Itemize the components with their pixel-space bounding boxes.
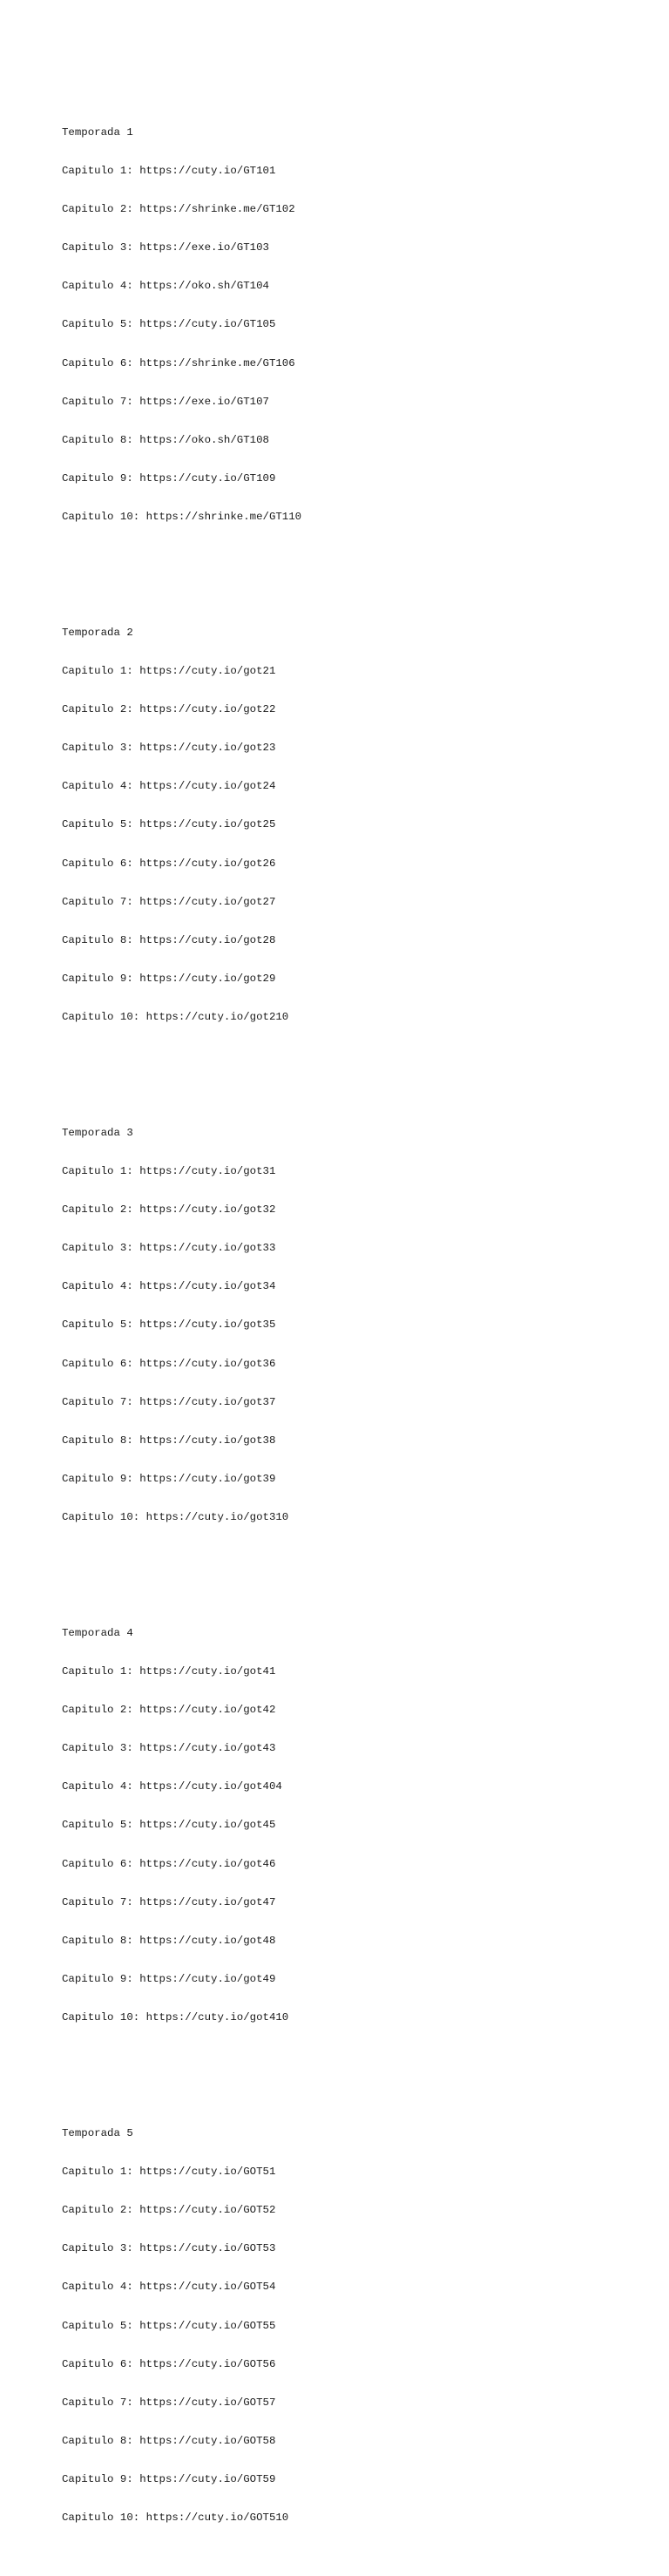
episode-line: Capitulo 8: https://cuty.io/got38 bbox=[62, 1434, 276, 1447]
episode-line: Capitulo 10: https://cuty.io/got410 bbox=[62, 2011, 289, 2024]
episode-line: Capitulo 3: https://cuty.io/got23 bbox=[62, 742, 276, 755]
season-block bbox=[62, 600, 654, 1049]
episode-line: Capitulo 4: https://cuty.io/got34 bbox=[62, 1280, 276, 1293]
season-block bbox=[62, 2101, 654, 2550]
episode-line: Capitulo 4: https://cuty.io/got24 bbox=[62, 780, 276, 793]
document-page bbox=[62, 62, 654, 2576]
episode-line: Capitulo 5: https://cuty.io/got45 bbox=[62, 1819, 276, 1832]
season-block bbox=[62, 1101, 654, 1549]
episode-line: Capitulo 7: https://cuty.io/got27 bbox=[62, 895, 276, 908]
episode-line: Capitulo 7: https://cuty.io/got37 bbox=[62, 1395, 276, 1408]
episode-line: Capitulo 2: https://cuty.io/got22 bbox=[62, 702, 276, 715]
episode-line: Capitulo 3: https://cuty.io/got33 bbox=[62, 1242, 276, 1255]
episode-line: Capitulo 9: https://cuty.io/got39 bbox=[62, 1473, 276, 1486]
episode-line: Capitulo 2: https://cuty.io/got42 bbox=[62, 1704, 276, 1716]
episode-line: Capitulo 7: https://cuty.io/got47 bbox=[62, 1895, 276, 1908]
season-title: Temporada 3 bbox=[62, 1126, 133, 1139]
episode-line: Capitulo 5: https://cuty.io/got35 bbox=[62, 1319, 276, 1332]
episode-line: Capitulo 5: https://cuty.io/got25 bbox=[62, 818, 276, 831]
episode-line: Capitulo 5: https://cuty.io/GT105 bbox=[62, 318, 276, 331]
episode-line: Capitulo 6: https://cuty.io/GOT56 bbox=[62, 2357, 276, 2370]
episode-line: Capitulo 4: https://oko.sh/GT104 bbox=[62, 280, 269, 293]
episode-line: Capitulo 1: https://cuty.io/got21 bbox=[62, 664, 276, 677]
episode-line: Capitulo 10: https://cuty.io/got210 bbox=[62, 1011, 289, 1024]
episode-line: Capitulo 1: https://cuty.io/GOT51 bbox=[62, 2165, 276, 2178]
episode-line: Capitulo 1: https://cuty.io/got41 bbox=[62, 1664, 276, 1678]
episode-line: Capitulo 2: https://cuty.io/GOT52 bbox=[62, 2204, 276, 2217]
episode-line: Capitulo 6: https://cuty.io/got36 bbox=[62, 1357, 276, 1370]
episode-line: Capitulo 8: https://oko.sh/GT108 bbox=[62, 433, 269, 446]
episode-line: Capitulo 8: https://cuty.io/GOT58 bbox=[62, 2434, 276, 2447]
episode-line: Capitulo 4: https://cuty.io/GOT54 bbox=[62, 2281, 276, 2294]
episode-line: Capitulo 10: https://shrinke.me/GT110 bbox=[62, 511, 302, 524]
episode-line: Capitulo 1: https://cuty.io/GT101 bbox=[62, 164, 276, 177]
episode-line: Capitulo 9: https://cuty.io/GT109 bbox=[62, 472, 276, 485]
season-block bbox=[62, 100, 654, 549]
episode-line: Capitulo 7: https://cuty.io/GOT57 bbox=[62, 2396, 276, 2409]
episode-line: Capitulo 5: https://cuty.io/GOT55 bbox=[62, 2319, 276, 2332]
episode-line: Capitulo 8: https://cuty.io/got28 bbox=[62, 933, 276, 946]
episode-line: Capitulo 3: https://cuty.io/GOT53 bbox=[62, 2242, 276, 2255]
episode-line: Capitulo 9: https://cuty.io/got29 bbox=[62, 973, 276, 986]
season-title: Temporada 2 bbox=[62, 626, 133, 639]
episode-line: Capitulo 8: https://cuty.io/got48 bbox=[62, 1934, 276, 1947]
episode-line: Capitulo 2: https://cuty.io/got32 bbox=[62, 1203, 276, 1216]
episode-line: Capitulo 6: https://cuty.io/got46 bbox=[62, 1857, 276, 1870]
episode-line: Capitulo 10: https://cuty.io/GOT510 bbox=[62, 2512, 289, 2525]
episode-line: Capitulo 2: https://shrinke.me/GT102 bbox=[62, 202, 295, 215]
season-title: Temporada 5 bbox=[62, 2126, 133, 2139]
episode-line: Capitulo 3: https://cuty.io/got43 bbox=[62, 1742, 276, 1755]
episode-line: Capitulo 1: https://cuty.io/got31 bbox=[62, 1164, 276, 1177]
episode-line: Capitulo 6: https://shrinke.me/GT106 bbox=[62, 356, 295, 369]
season-title: Temporada 1 bbox=[62, 125, 133, 139]
season-block bbox=[62, 1601, 654, 2050]
episode-line: Capitulo 4: https://cuty.io/got404 bbox=[62, 1780, 282, 1793]
episode-line: Capitulo 9: https://cuty.io/GOT59 bbox=[62, 2473, 276, 2486]
episode-line: Capitulo 6: https://cuty.io/got26 bbox=[62, 857, 276, 870]
episode-line: Capitulo 3: https://exe.io/GT103 bbox=[62, 241, 269, 254]
episode-line: Capitulo 7: https://exe.io/GT107 bbox=[62, 395, 269, 408]
episode-line: Capitulo 9: https://cuty.io/got49 bbox=[62, 1973, 276, 1986]
season-title: Temporada 4 bbox=[62, 1626, 133, 1639]
episode-line: Capitulo 10: https://cuty.io/got310 bbox=[62, 1511, 289, 1524]
